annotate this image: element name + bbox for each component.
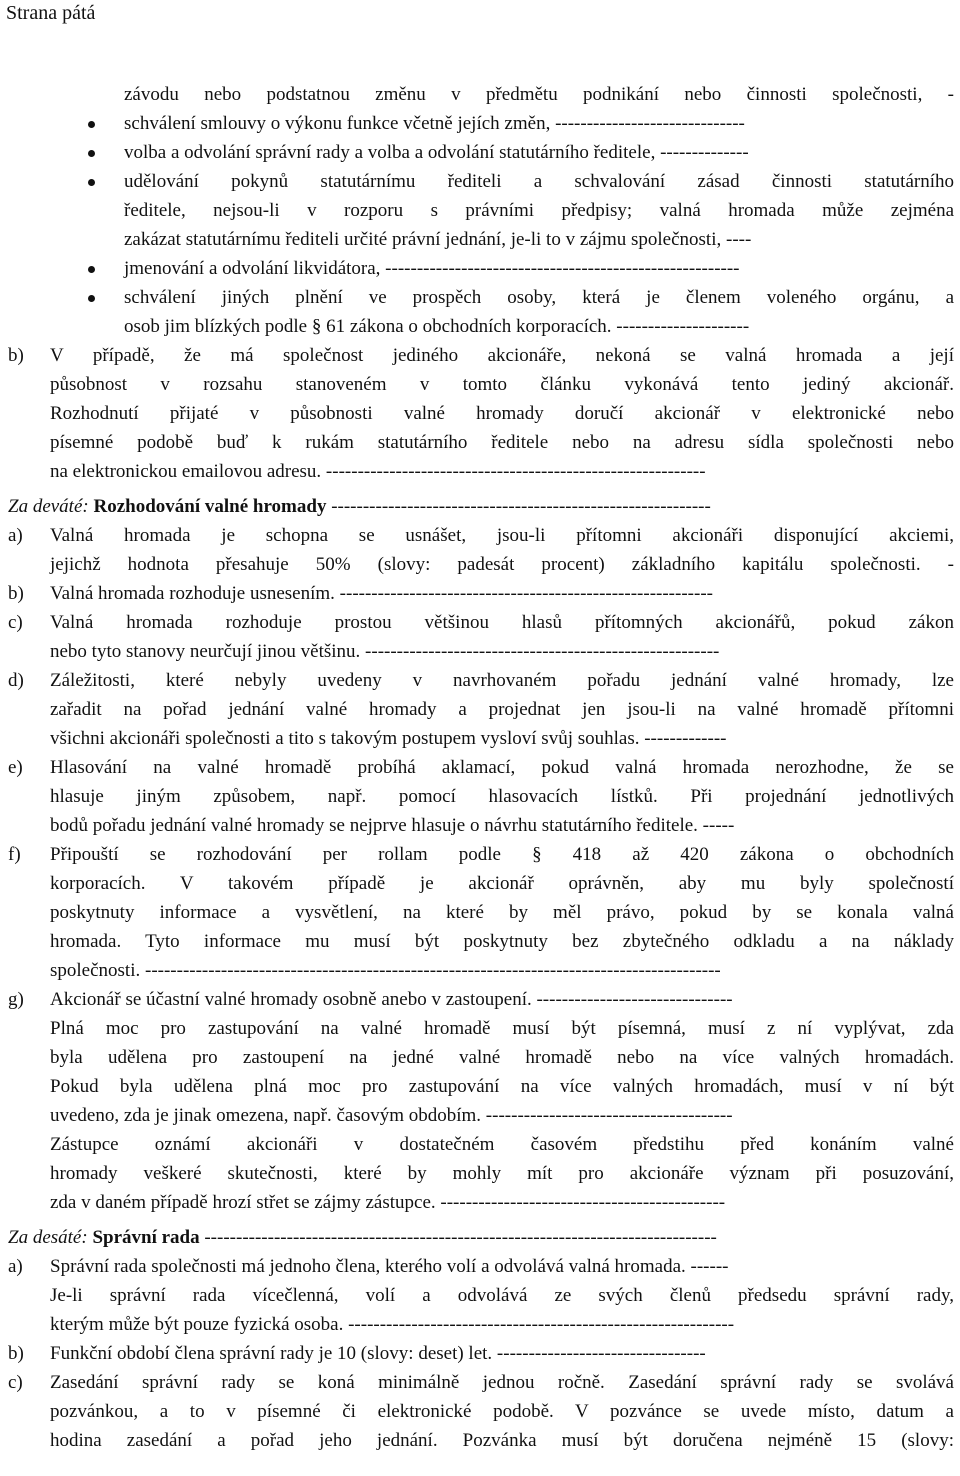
line-text: osob jim blízkých podle § 61 zákona o obchodních korporacích. --------------------- — [124, 316, 750, 337]
line-text: Akcionář se účastní valné hromady osobně anebo v zastoupení. ------------------------------- — [50, 989, 733, 1010]
line-text: písemné podobě buď k rukám statutárního ředitele nebo na adresu sídla společnosti nebo — [50, 432, 954, 453]
line-text: zakázat statutárnímu řediteli určité právní jednání, je-li to v zájmu společnosti, ---- — [124, 229, 752, 250]
line-text: bodů pořadu jednání valné hromady se nejprve hlasuje o návrhu statutárního ředitele. ----- — [50, 815, 735, 836]
line-text: jejichž hodnota přesahuje 50% (slovy: padesát procent) základního kapitálu společnosti. - — [50, 554, 954, 575]
item-letter: b) — [8, 583, 24, 604]
text-line — [8, 1101, 954, 1130]
text-line — [8, 1130, 954, 1159]
line-text: Valná hromada rozhoduje prostou většinou hlasů přítomných akcionářů, pokud zákon — [50, 612, 954, 633]
line-text: na elektronickou emailovou adresu. ------------------------------------------------------------ — [50, 461, 706, 482]
line-text: hodina zasedání a pořad jeho jednání. Pozvánka musí být doručena nejméně 15 (slovy: — [50, 1430, 954, 1451]
item-letter: c) — [8, 612, 23, 633]
lettered-item — [8, 1252, 954, 1281]
lettered-item — [8, 521, 954, 550]
text-line — [8, 927, 954, 956]
bullet-icon — [88, 150, 95, 157]
text-line — [8, 811, 954, 840]
bullet-item — [8, 109, 954, 138]
section-title: Správní rada — [92, 1227, 200, 1248]
lettered-item — [8, 341, 954, 370]
line-text: Funkční období člena správní rady je 10 (slovy: deset) let. --------------------------------- — [50, 1343, 706, 1364]
line-text: Záležitosti, které nebyly uvedeny v navrhovaném pořadu jednání valné hromady, lze — [50, 670, 954, 691]
section-number: Za desáté: — [8, 1227, 88, 1248]
line-text: zda v daném případě hrozí střet se zájmy zástupce. --------------------------------------------- — [50, 1192, 726, 1213]
text-line — [8, 1072, 954, 1101]
text-line — [8, 399, 954, 428]
item-letter: b) — [8, 345, 24, 366]
text-line — [8, 869, 954, 898]
page-label: Strana pátá — [6, 2, 96, 24]
lettered-item — [8, 666, 954, 695]
line-text: Plná moc pro zastupování na valné hromadě musí být písemná, musí z ní vyplývat, zda — [50, 1018, 954, 1039]
text-line — [8, 898, 954, 927]
text-line — [8, 196, 954, 225]
bullet-item — [8, 254, 954, 283]
line-text: Valná hromada rozhoduje usnesením. ----------------------------------------------------------- — [50, 583, 713, 604]
bullet-item — [8, 167, 954, 196]
text-line — [8, 1159, 954, 1188]
item-letter: g) — [8, 989, 24, 1010]
bullet-item — [8, 283, 954, 312]
item-letter: d) — [8, 670, 24, 691]
line-text: Valná hromada je schopna se usnášet, jsou-li přítomni akcionáři disponující akciemi, — [50, 525, 954, 546]
document-body — [8, 80, 954, 1455]
line-text: Zasedání správní rady se koná minimálně jednou ročně. Zasedání správní rady se svolává — [50, 1372, 954, 1393]
line-text: jmenování a odvolání likvidátora, -------------------------------------------------------- — [124, 258, 740, 279]
lettered-item — [8, 608, 954, 637]
bullet-icon — [88, 266, 95, 273]
line-text: ředitele, nejsou-li v rozporu s právními předpisy; valná hromada může zejména — [124, 200, 954, 221]
line-text: byla udělena pro zastoupení na jedné valné hromadě nebo na více valných hromadách. — [50, 1047, 954, 1068]
line-text: působnost v rozsahu stanoveném v tomto článku vykonává tento jediný akcionář. — [50, 374, 954, 395]
text-line — [8, 1397, 954, 1426]
text-line — [8, 1188, 954, 1217]
lettered-item — [8, 579, 954, 608]
line-text: zařadit na pořad jednání valné hromady a projednat jen jsou-li na valné hromadě přítomni — [50, 699, 954, 720]
line-text: korporacích. V takovém případě je akcionář oprávněn, aby mu byly společností — [50, 873, 954, 894]
dash-filler: ------------------------------------------------------------ — [326, 496, 711, 517]
text-line — [8, 457, 954, 486]
bullet-item — [8, 138, 954, 167]
line-text: Je-li správní rada vícečlenná, volí a odvolává ze svých členů předsedu správní rady, — [50, 1285, 954, 1306]
line-text: uvedeno, zda je jinak omezena, např. časovým obdobím. --------------------------------------- — [50, 1105, 733, 1126]
line-text: schválení smlouvy o výkonu funkce včetně jejích změn, ------------------------------ — [124, 113, 745, 134]
line-text: poskytnuty informace a vysvětlení, na které by měl právo, pokud by se konala valná — [50, 902, 954, 923]
line-text: schválení jiných plnění ve prospěch osoby, která je členem voleného orgánu, a — [124, 287, 954, 308]
lettered-item — [8, 840, 954, 869]
text-line — [8, 1043, 954, 1072]
text-line — [8, 956, 954, 985]
text-line — [8, 428, 954, 457]
item-letter: b) — [8, 1343, 24, 1364]
line-text: hlasuje jiným způsobem, např. pomocí hlasovacích lístků. Při projednání jednotlivých — [50, 786, 954, 807]
item-letter: a) — [8, 525, 23, 546]
item-letter: f) — [8, 844, 21, 865]
line-text: Připouští se rozhodování per rollam podle § 418 až 420 zákona o obchodních — [50, 844, 954, 865]
section-title: Rozhodování valné hromady — [93, 496, 327, 517]
text-line — [8, 1310, 954, 1339]
bullet-icon — [88, 179, 95, 186]
text-line — [8, 370, 954, 399]
line-text: nebo tyto stanovy neurčují jinou většinu. -------------------------------------------------------- — [50, 641, 720, 662]
text-line — [8, 1281, 954, 1310]
lettered-item — [8, 1368, 954, 1397]
line-text: kterým může být pouze fyzická osoba. ------------------------------------------------------------- — [50, 1314, 735, 1335]
lettered-item — [8, 985, 954, 1014]
line-text: závodu nebo podstatnou změnu v předmětu podnikání nebo činnosti společnosti, - — [124, 84, 954, 105]
item-letter: c) — [8, 1372, 23, 1393]
lettered-item — [8, 1339, 954, 1368]
bullet-icon — [88, 121, 95, 128]
line-text: všichni akcionáři společnosti a tito s takovým postupem vysloví svůj souhlas. ------------- — [50, 728, 727, 749]
bullet-icon — [88, 295, 95, 302]
line-text: hromady veškeré skutečnosti, které by mohly mít pro akcionáře význam při posuzování, — [50, 1163, 954, 1184]
text-line — [8, 80, 954, 109]
line-text: Správní rada společnosti má jednoho člena, kterého volí a odvolává valná hromada. ------ — [50, 1256, 729, 1277]
text-line — [8, 1014, 954, 1043]
line-text: Rozhodnutí přijaté v působnosti valné hromady doručí akcionář v elektronické nebo — [50, 403, 954, 424]
line-text: Pokud byla udělena plná moc pro zastupování na více valných hromadách, musí v ní být — [50, 1076, 954, 1097]
text-line — [8, 312, 954, 341]
line-text: volba a odvolání správní rady a volba a odvolání statutárního ředitele, -------------- — [124, 142, 749, 163]
text-line — [8, 225, 954, 254]
text-line — [8, 550, 954, 579]
text-line — [8, 782, 954, 811]
line-text: pozvánkou, a to v písemné či elektronické podobě. V pozvánce se uvede místo, datum a — [50, 1401, 954, 1422]
dash-filler: --------------------------------------------------------------------------------- — [199, 1227, 717, 1248]
text-line — [8, 637, 954, 666]
line-text: V případě, že má společnost jediného akcionáře, nekoná se valná hromada a její — [50, 345, 954, 366]
line-text: udělování pokynů statutárnímu řediteli a schvalování zásad činnosti statutárního — [124, 171, 954, 192]
text-line — [8, 695, 954, 724]
line-text: Hlasování na valné hromadě probíhá aklamací, pokud valná hromada nerozhodne, že se — [50, 757, 954, 778]
line-text: hromada. Tyto informace mu musí být poskytnuty bez zbytečného odkladu a na náklady — [50, 931, 954, 952]
item-letter: a) — [8, 1256, 23, 1277]
text-line — [8, 1426, 954, 1455]
line-text: společnosti. ------------------------------------------------------------------------------------------- — [50, 960, 721, 981]
item-letter: e) — [8, 757, 23, 778]
line-text: Zástupce oznámí akcionáři v dostatečném časovém předstihu před konáním valné — [50, 1134, 954, 1155]
section-heading — [8, 1223, 954, 1252]
text-line — [8, 724, 954, 753]
lettered-item — [8, 753, 954, 782]
section-number: Za deváté: — [8, 496, 89, 517]
section-heading — [8, 492, 954, 521]
